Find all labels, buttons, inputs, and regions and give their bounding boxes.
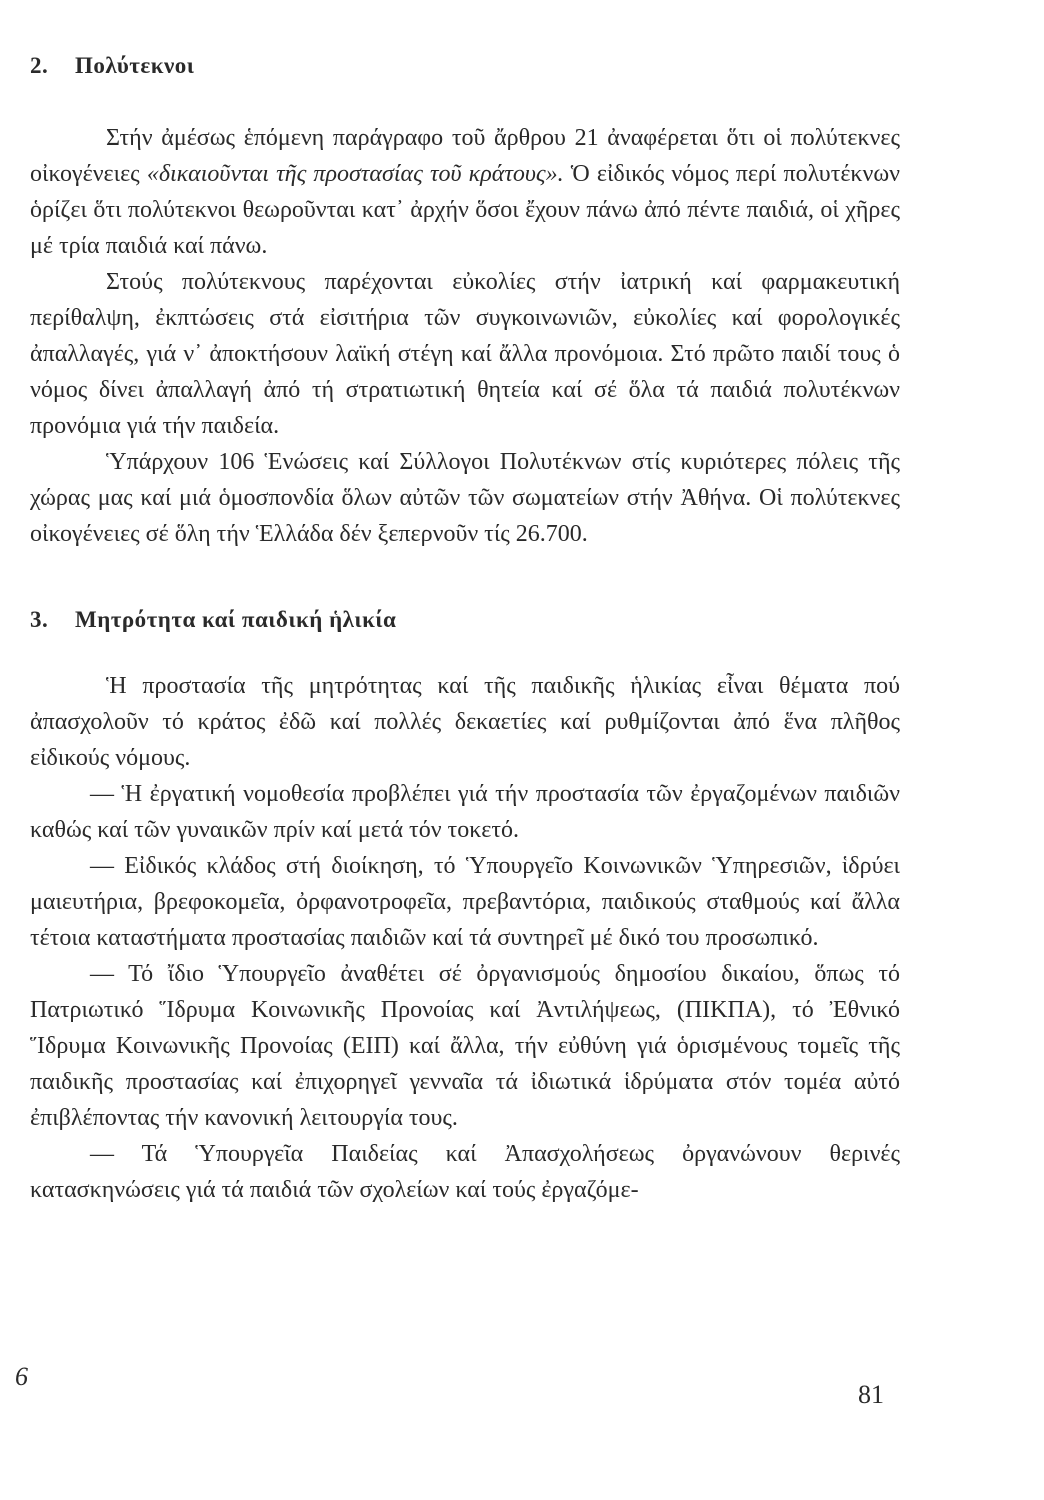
list-paragraph: — Τό ἴδιο Ὑπουργεῖο ἀναθέτει σέ ὀργανισμούς δημοσίου δικαίου, ὅπως τό Πατριωτικό Ἵδρυμα Κοινωνικῆς Προνοίας καί Ἀντιλήψεως, (ΠΙΚΠΑ), τό Ἐθνικό Ἵδρυμα Κοινωνικῆς Προνοίας (ΕΙΠ) καί ἄλλα, τήν εὐθύνη γιά ὁρισμένους τομεῖς τῆς παιδικῆς προστασίας καί ἐπιχορηγεῖ γενναῖα τά ἰδιωτικά ἱδρύματα στόν τομέα αὐτό ἐπιβλέποντας τήν κανονική λειτουργία τους. (30, 961, 900, 1131)
section-title: Πολύτεκνοι (75, 53, 195, 78)
list-paragraph: — Τά Ὑπουργεῖα Παιδείας καί Ἀπασχολήσεως ὀργανώνουν θερινές κατασκηνώσεις γιά τά παιδιά τῶν σχολείων καί τούς ἐργαζόμε- (30, 1141, 900, 1203)
paragraph (30, 120, 900, 264)
page-body (30, 48, 900, 1208)
section-heading-polyteknoi (30, 48, 900, 84)
paragraph: Στούς πολύτεκνους παρέχονται εὐκολίες στήν ἰατρική καί φαρμακευτική περίθαλψη, ἐκπτώσεις στά εἰσιτήρια τῶν συγκοινωνιῶν, εὐκολίες καί φορολογικές ἀπαλλαγές, γιά ν᾿ ἀποκτήσουν λαϊκή στέγη καί ἄλλα προνόμοια. Στό πρῶτο παιδί τους ὁ νόμος δίνει ἀπαλλαγή ἀπό τή στρατιωτική θητεία καί σέ ὅλα τά παιδιά πολυτέκνων προνόμια γιά τήν παιδεία. (30, 269, 900, 439)
paragraph-text: Στήν ἀμέσως ἑπόμενη παράγραφο τοῦ ἄρθρου 21 ἀναφέρεται ὅτι οἱ πολύτεκνες οἰκογένειες (30, 125, 900, 187)
section-number: 2. (30, 53, 49, 78)
list-paragraph: — Εἰδικός κλάδος στή διοίκηση, τό Ὑπουργεῖο Κοινωνικῶν Ὑπηρεσιῶν, ἱδρύει μαιευτήρια, βρεφοκομεῖα, ὀρφανοτροφεῖα, πρεβαντόρια, παιδικούς σταθμούς καί ἄλλα τέτοια καταστήματα προστασίας παιδιῶν καί τά συντηρεῖ μέ δικό του προσωπικό. (30, 853, 900, 951)
section-heading-motherhood (30, 602, 900, 638)
section-number: 3. (30, 607, 49, 632)
paragraph-text: Ὁ εἰδικός νόμος περί πολυτέκνων ὁρίζει ὅτι πολύτεκνοι θεωροῦνται κατ᾿ ἀρχήν ὅσοι ἔχουν πάνω ἀπό πέντε παιδιά, οἱ χῆρες μέ τρία παιδιά καί πάνω. (30, 161, 901, 259)
paragraph: Ἡ προστασία τῆς μητρότητας καί τῆς παιδικῆς ἡλικίας εἶναι θέματα πού ἀπασχολοῦν τό κράτος ἐδῶ καί πολλές δεκαετίες καί ρυθμίζονται ἀπό ἕνα πλῆθος εἰδικούς νόμους. (30, 673, 900, 771)
paragraph: Ὑπάρχουν 106 Ἑνώσεις καί Σύλλογοι Πολυτέκνων στίς κυριότερες πόλεις τῆς χώρας μας καί μιά ὁμοσπονδία ὅλων αὐτῶν τῶν σωματείων στήν Ἀθήνα. Οἱ πολύτεκνες οἰκογένειες σέ ὅλη τήν Ἑλλάδα δέν ξεπερνοῦν τίς 26.700. (30, 449, 900, 547)
signature-mark: 6 (15, 1362, 28, 1391)
quoted-text: «δικαιοῦνται τῆς προστασίας τοῦ κράτους». (146, 161, 564, 187)
section-title: Μητρότητα καί παιδική ἡλικία (75, 607, 397, 632)
page-number: 81 (858, 1380, 884, 1409)
list-paragraph: — Ἡ ἐργατική νομοθεσία προβλέπει γιά τήν προστασία τῶν ἐργαζομένων παιδιῶν καθώς καί τῶν γυναικῶν πρίν καί μετά τόν τοκετό. (30, 781, 900, 843)
